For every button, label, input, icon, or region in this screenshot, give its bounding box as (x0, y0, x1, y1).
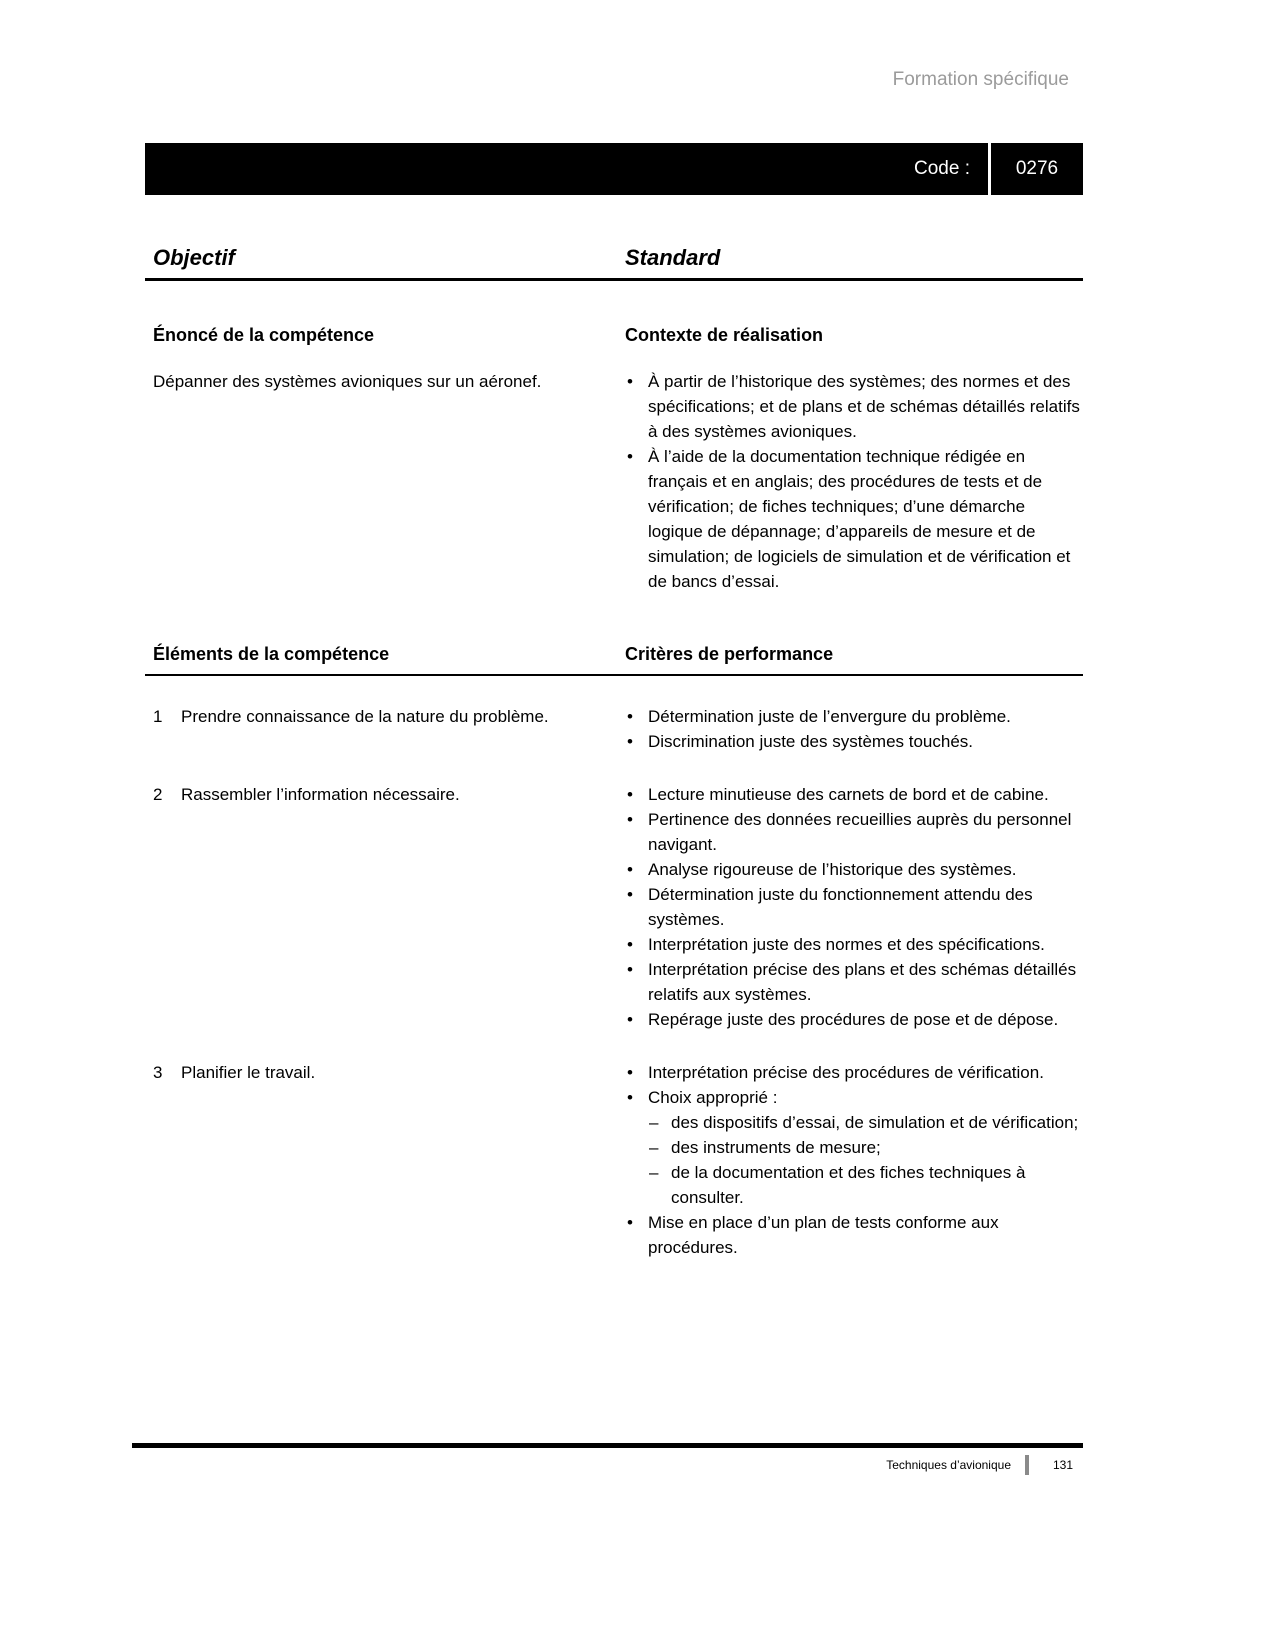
document-page (145, 0, 1083, 1260)
item-text: Rassembler l’information nécessaire. (181, 785, 460, 804)
bullet-item: • Pertinence des données recueillies auprès du personnel navigant. (625, 807, 1083, 857)
bullet-item: • Interprétation précise des plans et des schémas détaillés relatifs aux systèmes. (625, 957, 1083, 1007)
enonce-body: Dépanner des systèmes avioniques sur un aéronef. (153, 372, 542, 391)
sub-bullet-item: – des dispositifs d’essai, de simulation et de vérification; (625, 1110, 1083, 1135)
table-row (145, 704, 1083, 754)
sub-bullet-item: – de la documentation et des fiches techniques à consulter. (625, 1160, 1083, 1210)
item-number: 3 (153, 1063, 163, 1082)
column-headers (145, 245, 1083, 271)
code-value: 0276 (1015, 158, 1059, 179)
criteria-bullet-list (625, 782, 1083, 1032)
bullet-item: • À l’aide de la documentation technique rédigée en français et en anglais; des procédures de tests et de vérification; de fiches techniques; d’une démarche logique de dépannage; d’appareils de mesure et de simulation; de logiciels de simulation et de vérification et de bancs d’essai. (625, 444, 1083, 594)
item-number: 1 (153, 707, 163, 726)
bullet-item: • Repérage juste des procédures de pose et de dépose. (625, 1007, 1083, 1032)
bullet-item: • Détermination juste du fonctionnement attendu des systèmes. (625, 882, 1083, 932)
elements-header: Éléments de la compétence (153, 644, 390, 664)
criteria-bullet-list (625, 704, 1083, 754)
bullet-item: • Choix approprié : (625, 1085, 1083, 1110)
criteria-bullet-list (625, 1060, 1083, 1260)
column-title-objectif: Objectif (153, 245, 235, 270)
bullet-item: • Lecture minutieuse des carnets de bord et de cabine. (625, 782, 1083, 807)
competence-context-row (145, 323, 1083, 594)
table-header-row (145, 642, 1083, 666)
table-row (145, 782, 1083, 1032)
footer-label: Techniques d’avionique (886, 1458, 1011, 1472)
footer-rule (132, 1443, 1083, 1448)
code-bar (145, 143, 1083, 195)
bullet-item: • Interprétation précise des procédures de vérification. (625, 1060, 1083, 1085)
footer-page-number: 131 (1052, 1458, 1074, 1472)
header-rule (145, 278, 1083, 281)
bullet-item: • Détermination juste de l’envergure du problème. (625, 704, 1083, 729)
page-footer (132, 1443, 1083, 1475)
item-text: Prendre connaissance de la nature du problème. (181, 707, 549, 726)
bullet-item: • Mise en place d’un plan de tests conforme aux procédures. (625, 1210, 1083, 1260)
item-number: 2 (153, 785, 163, 804)
contexte-bullet-list (625, 369, 1083, 594)
bullet-item: • À partir de l’historique des systèmes; des normes et des spécifications; et de plans et de schémas détaillés relatifs à des systèmes avioniques. (625, 369, 1083, 444)
item-text: Planifier le travail. (181, 1063, 316, 1082)
code-label: Code : (914, 158, 970, 179)
sub-bullet-item: – des instruments de mesure; (625, 1135, 1083, 1160)
bullet-item: • Analyse rigoureuse de l’historique des systèmes. (625, 857, 1083, 882)
footer-separator (1025, 1455, 1029, 1475)
enonce-title: Énoncé de la compétence (153, 325, 375, 345)
bullet-item: • Interprétation juste des normes et des spécifications. (625, 932, 1083, 957)
table-row (145, 1060, 1083, 1260)
bullet-item: • Discrimination juste des systèmes touchés. (625, 729, 1083, 754)
column-title-standard: Standard (625, 245, 721, 270)
criteres-header: Critères de performance (625, 644, 834, 664)
contexte-title: Contexte de réalisation (625, 325, 824, 345)
doc-section-label: Formation spécifique (892, 69, 1069, 90)
table-header-rule (145, 674, 1083, 676)
